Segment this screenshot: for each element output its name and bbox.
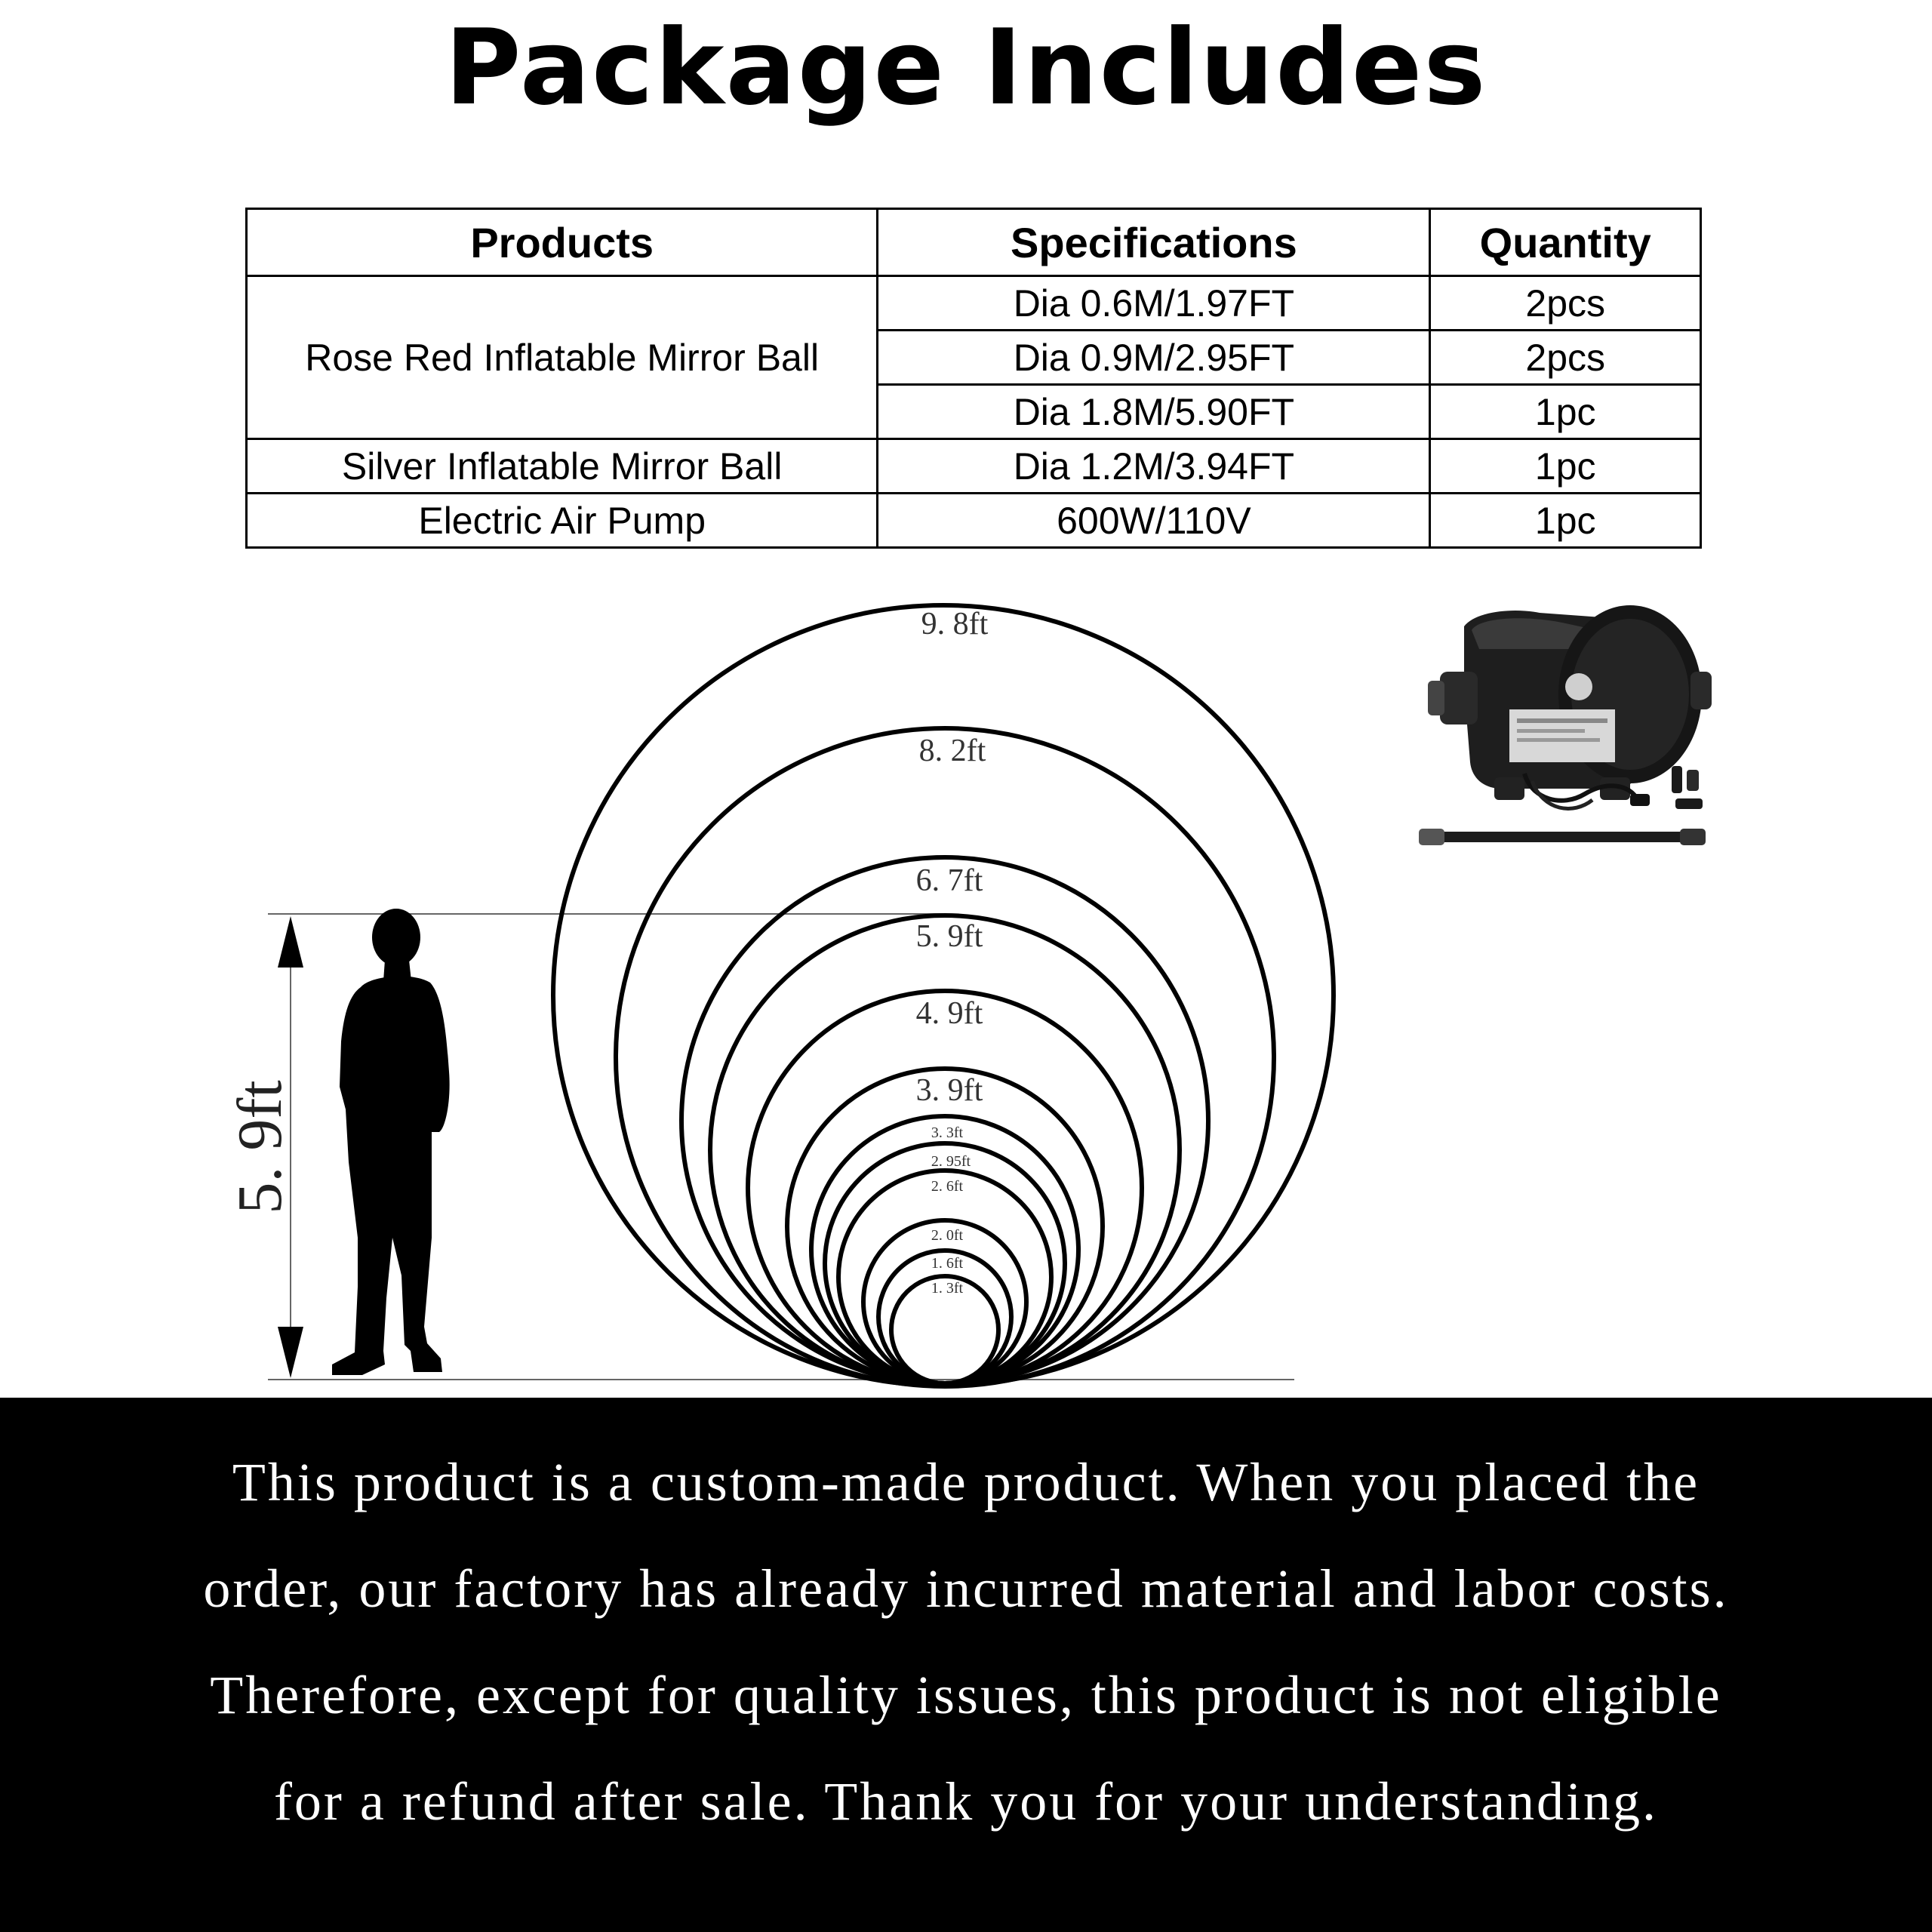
qty-cell: 1pc [1430,385,1701,439]
circle-label: 8. 2ft [918,734,986,768]
height-label: 5. 9ft [225,1080,295,1214]
header-quantity: Quantity [1430,209,1701,276]
circle-label: 1. 3ft [931,1280,964,1297]
table-row [247,439,1701,494]
spec-cell: Dia 0.6M/1.97FT [878,276,1430,331]
circle-label: 1. 6ft [931,1255,964,1272]
air-pump-image [1411,596,1713,868]
table-header-row [247,209,1701,276]
circle-label: 4. 9ft [915,996,983,1031]
product-cell: Electric Air Pump [247,494,878,548]
qty-cell: 1pc [1430,439,1701,494]
notice-line: order, our factory has already incurred material and labor costs. [203,1558,1729,1619]
notice-line: This product is a custom-made product. When you placed the [232,1452,1700,1512]
circle-outline [863,1220,1026,1383]
circle-label: 2. 95ft [931,1153,971,1170]
notice-banner [0,1398,1932,1932]
qty-cell: 2pcs [1430,331,1701,385]
circle-label: 9. 8ft [921,607,989,641]
header-products: Products [247,209,878,276]
circle-label: 5. 9ft [915,919,983,954]
product-cell: Rose Red Inflatable Mirror Ball [247,276,878,439]
person-silhouette [332,909,450,1375]
arrow-up-icon [278,916,303,968]
circle-outline [710,915,1180,1385]
size-diagram [0,574,1434,1389]
notice-line: for a refund after sale. Thank you for your understanding. [273,1771,1659,1832]
qty-cell: 1pc [1430,494,1701,548]
arrow-down-icon [278,1327,303,1378]
circle-label: 3. 9ft [915,1073,983,1108]
package-table [245,208,1702,549]
notice-line: Therefore, except for quality issues, this product is not eligible [210,1665,1722,1725]
table-row [247,276,1701,331]
qty-cell: 2pcs [1430,276,1701,331]
table-row [247,494,1701,548]
spec-cell: Dia 0.9M/2.95FT [878,331,1430,385]
circle-label: 2. 6ft [931,1178,964,1195]
spec-cell: 600W/110V [878,494,1430,548]
page-title: Package Includes [445,7,1487,128]
circle-label: 2. 0ft [931,1227,964,1244]
product-cell: Silver Inflatable Mirror Ball [247,439,878,494]
header-specifications: Specifications [878,209,1430,276]
spec-cell: Dia 1.2M/3.94FT [878,439,1430,494]
circle-label: 3. 3ft [931,1124,964,1141]
spec-cell: Dia 1.8M/5.90FT [878,385,1430,439]
circle-label: 6. 7ft [915,863,983,898]
